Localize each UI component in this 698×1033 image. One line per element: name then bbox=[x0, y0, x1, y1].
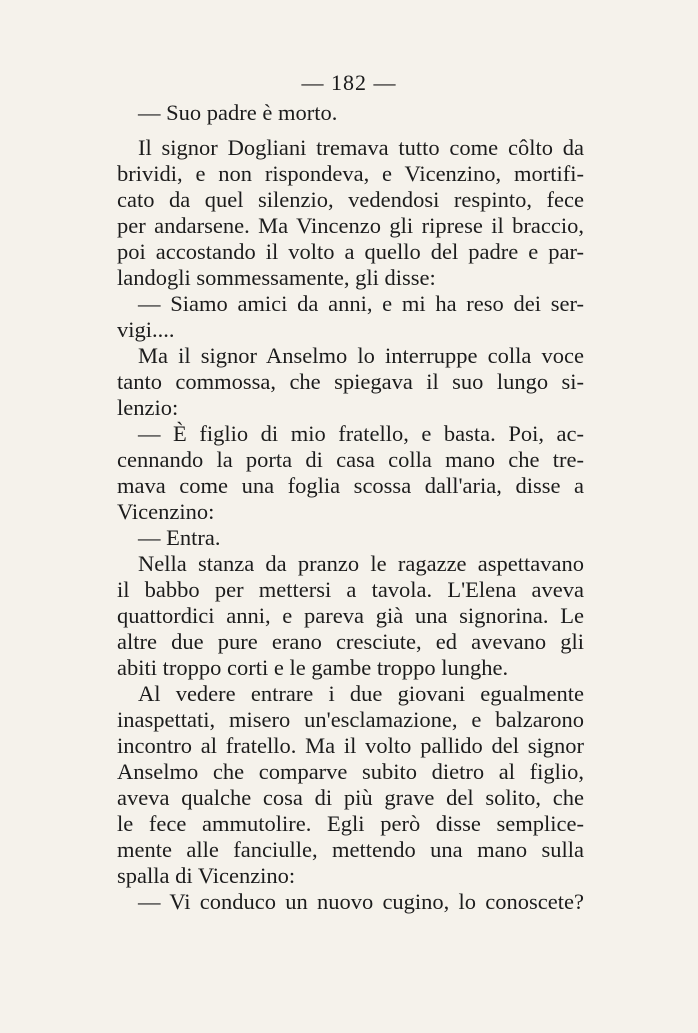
text-line: vigi.... bbox=[117, 317, 175, 342]
text-line: aveva qualche cosa di più grave del solito, che bbox=[117, 785, 584, 810]
text-line: Al vedere entrare i due giovani egualmente bbox=[138, 681, 584, 706]
text-line: cato da quel silenzio, vedendosi respinto, fece bbox=[117, 187, 584, 212]
text-line: inaspettati, misero un'esclamazione, e balzarono bbox=[117, 707, 584, 732]
text-line: Anselmo che comparve subito dietro al figlio, bbox=[117, 759, 584, 784]
text-line: le fece ammutolire. Egli però disse semplice- bbox=[117, 811, 584, 836]
text-line: poi accostando il volto a quello del padre e par- bbox=[117, 239, 584, 264]
text-line: landogli sommessamente, gli disse: bbox=[117, 265, 436, 290]
text-line: — Vi conduco un nuovo cugino, lo conoscete? bbox=[138, 889, 584, 914]
text-line: tanto commossa, che spiegava il suo lungo si- bbox=[117, 369, 584, 394]
text-line: altre due pure erano cresciute, ed avevano gli bbox=[117, 629, 584, 654]
text-line: quattordici anni, e pareva già una signorina. Le bbox=[117, 603, 584, 628]
text-line: per andarsene. Ma Vincenzo gli riprese il braccio, bbox=[117, 213, 584, 238]
text-line: Vicenzino: bbox=[117, 499, 215, 524]
text-line: — È figlio di mio fratello, e basta. Poi, ac- bbox=[138, 421, 584, 446]
text-line: abiti troppo corti e le gambe troppo lunghe. bbox=[117, 655, 509, 680]
text-line: brividi, e non rispondeva, e Vicenzino, mortifi- bbox=[117, 161, 584, 186]
text-line: — Siamo amici da anni, e mi ha reso dei ser- bbox=[138, 291, 584, 316]
text-line: cennando la porta di casa colla mano che tre- bbox=[117, 447, 584, 472]
text-line: lenzio: bbox=[117, 395, 179, 420]
text-line: Il signor Dogliani tremava tutto come côlto da bbox=[138, 135, 584, 160]
text-line: Nella stanza da pranzo le ragazze aspettavano bbox=[138, 551, 584, 576]
text-line: il babbo per mettersi a tavola. L'Elena aveva bbox=[117, 577, 584, 602]
text-line: incontro al fratello. Ma il volto pallido del signor bbox=[117, 733, 584, 758]
text-line: — Suo padre è morto. bbox=[138, 100, 338, 125]
text-line: — Entra. bbox=[138, 525, 221, 550]
text-line: spalla di Vicenzino: bbox=[117, 863, 296, 888]
page-number: — 182 — bbox=[301, 70, 397, 95]
text-line: mava come una foglia scossa dall'aria, disse a bbox=[117, 473, 584, 498]
text-line: mente alle fanciulle, mettendo una mano sulla bbox=[117, 837, 584, 862]
text-line: Ma il signor Anselmo lo interruppe colla voce bbox=[138, 343, 584, 368]
